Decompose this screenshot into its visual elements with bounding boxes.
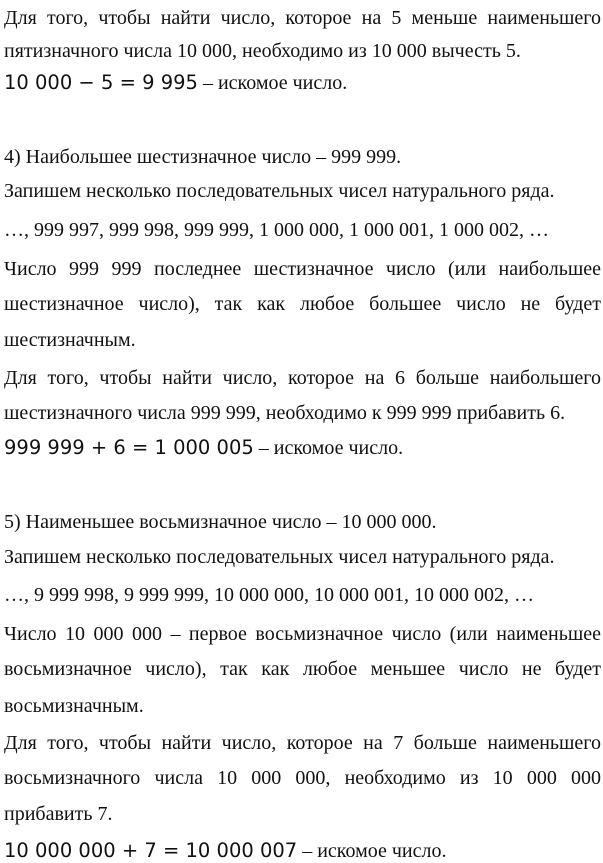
math-equation bbox=[4, 436, 601, 460]
equation-note: – искомое число. bbox=[253, 437, 404, 459]
math-equation bbox=[4, 839, 601, 863]
text-line: Для того, чтобы найти число, которое на 7 больше наименьшего bbox=[4, 732, 601, 754]
section-heading: 5) Наименьшее восьмизначное число – 10 000 000. bbox=[4, 511, 437, 533]
text-line: восьмизначным. bbox=[4, 695, 144, 717]
number-sequence: …, 999 997, 999 998, 999 999, 1 000 000, 1 000 001, 1 000 002, … bbox=[4, 219, 549, 241]
equation-note: – искомое число. bbox=[197, 72, 348, 94]
text-line: Для того, чтобы найти число, которое на 5 меньше наименьшего bbox=[4, 7, 601, 29]
text-line: шестизначное число), так как любое большее число не будет bbox=[4, 293, 601, 315]
equation-note: – искомое число. bbox=[297, 840, 447, 862]
section-heading: 4) Наибольшее шестизначное число – 999 999. bbox=[4, 146, 402, 168]
text-line: восьмизначное число), так как любое меньшее число не будет bbox=[4, 658, 601, 680]
equation-expression: 999 999 + 6 = 1 000 005 bbox=[4, 436, 254, 459]
number-sequence: …, 9 999 998, 9 999 999, 10 000 000, 10 000 001, 10 000 002, … bbox=[4, 584, 534, 606]
text-line: Запишем несколько последовательных чисел натурального ряда. bbox=[4, 180, 555, 202]
equation-expression: 10 000 − 5 = 9 995 bbox=[4, 71, 198, 94]
equation-expression: 10 000 000 + 7 = 10 000 007 bbox=[4, 839, 298, 862]
text-line: шестизначного числа 999 999, необходимо к 999 999 прибавить 6. bbox=[4, 402, 566, 424]
text-line: пятизначного числа 10 000, необходимо из 10 000 вычесть 5. bbox=[4, 40, 521, 62]
text-line: Для того, чтобы найти число, которое на 6 больше наибольшего bbox=[4, 367, 601, 389]
text-line: Число 999 999 последнее шестизначное число (или наибольшее bbox=[4, 258, 601, 280]
text-line: восьмизначного числа 10 000 000, необходимо из 10 000 000 bbox=[4, 767, 601, 789]
text-line: прибавить 7. bbox=[4, 803, 113, 825]
text-line: Число 10 000 000 – первое восьмизначное число (или наименьшее bbox=[4, 623, 601, 645]
text-line: шестизначным. bbox=[4, 329, 136, 351]
math-equation bbox=[4, 71, 601, 95]
text-line: Запишем несколько последовательных чисел натурального ряда. bbox=[4, 546, 555, 568]
